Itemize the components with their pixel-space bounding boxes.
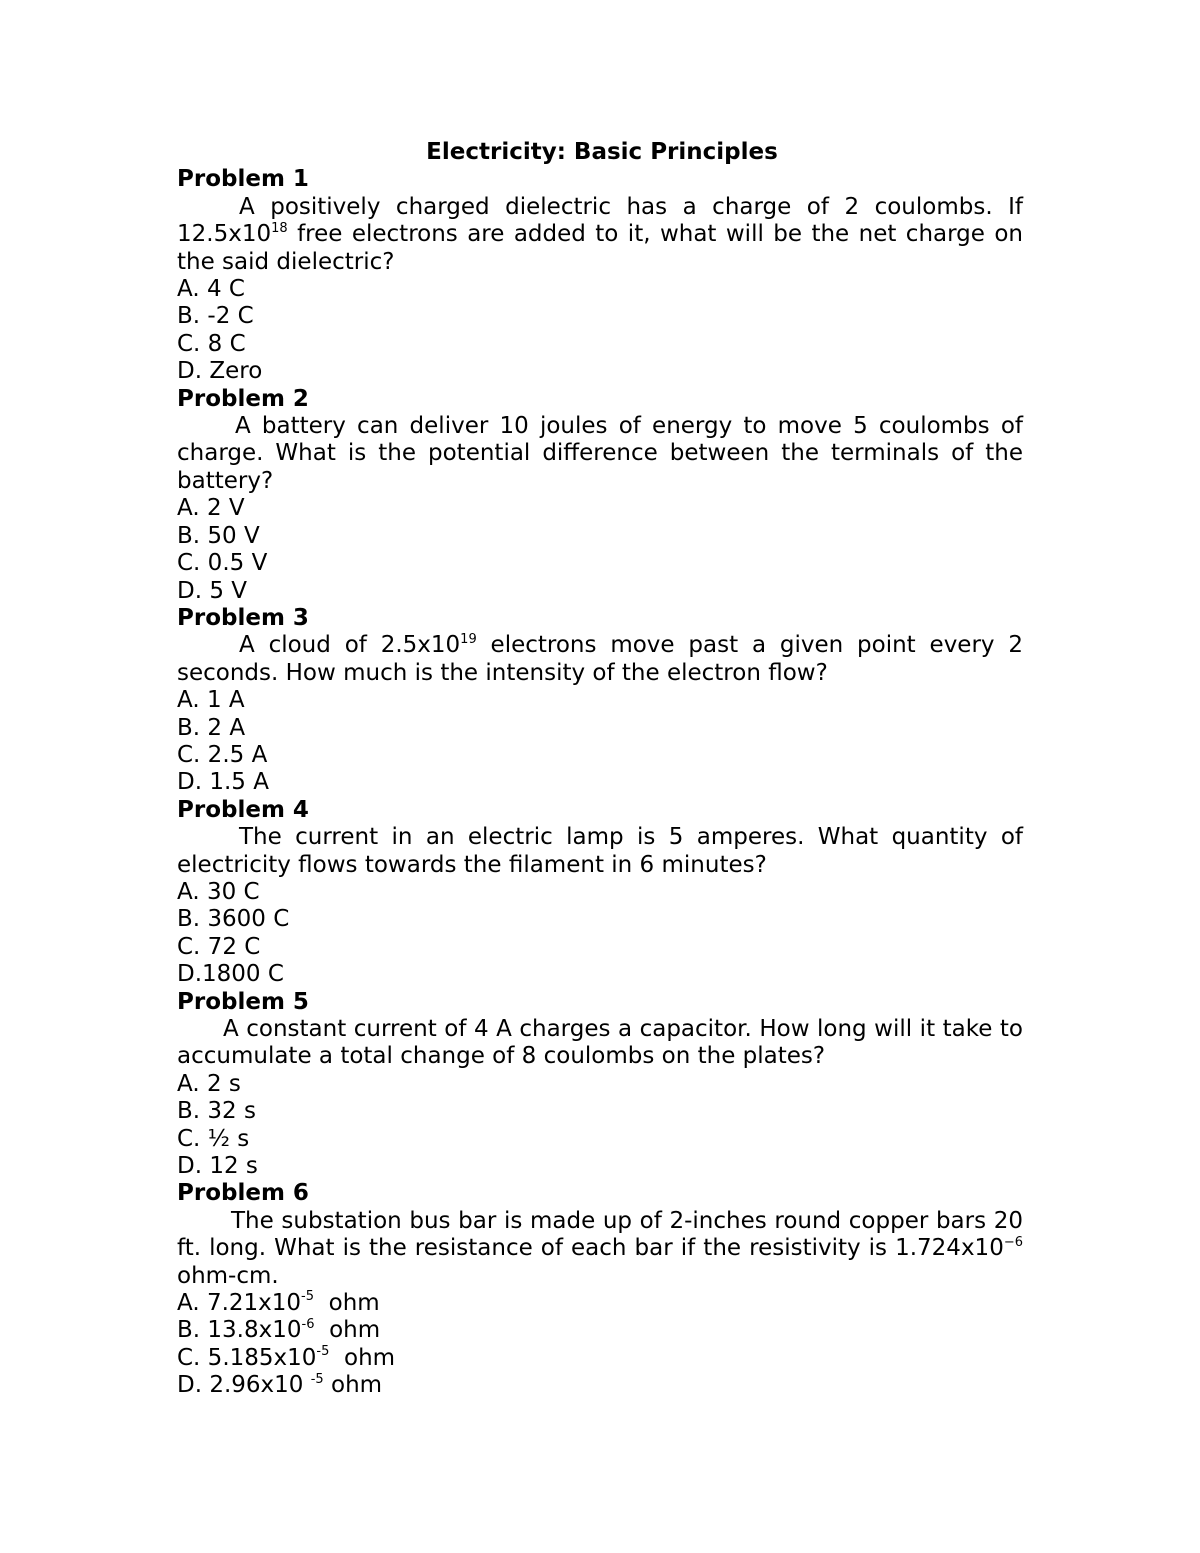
document-title: Electricity: Basic Principles: [426, 139, 778, 165]
problem-heading: Problem 6: [177, 1180, 309, 1207]
question-text: free electrons are added to it, what will be the net charge on the said dielectric?: [177, 221, 1023, 275]
problem-4: [177, 797, 1023, 989]
choice-value: C. 5.185x10: [177, 1344, 317, 1371]
answer-choice-c: C. 8 C: [177, 330, 246, 357]
answer-choice-d: D. 12 s: [177, 1153, 258, 1180]
answer-choice-b: [177, 1317, 1023, 1344]
answer-choice-a: A. 2 s: [177, 1070, 241, 1097]
exponent: −6: [1003, 1234, 1023, 1250]
problem-1: [177, 166, 1023, 385]
problem-heading: Problem 4: [177, 796, 309, 823]
problem-3: [177, 605, 1023, 797]
problem-heading: Problem 5: [177, 988, 309, 1015]
choice-unit: ohm: [314, 1317, 381, 1344]
exponent: -6: [301, 1316, 315, 1332]
choice-unit: ohm: [323, 1372, 383, 1399]
answer-choice-d: D. 5 V: [177, 577, 248, 604]
question-text: The substation bus bar is made up of 2-inches round copper bars 20 ft. long. What is the resistance of each bar if the resistivity is 1.724x10: [177, 1207, 1023, 1262]
answer-choice-c: C. 0.5 V: [177, 550, 268, 577]
problem-question: [177, 194, 1023, 276]
answer-choice-b: B. 2 A: [177, 714, 246, 741]
problem-question: [177, 1208, 1023, 1290]
problem-2: [177, 386, 1023, 605]
document-page: [177, 139, 1023, 1400]
question-text: ohm-cm.: [177, 1262, 279, 1289]
answer-choice-d: D. Zero: [177, 358, 263, 385]
question-text: A cloud of 2.5x10: [239, 632, 461, 659]
answer-choice-b: B. 32 s: [177, 1098, 256, 1125]
answer-choice-c: C. ½ s: [177, 1125, 250, 1152]
problem-question: A constant current of 4 A charges a capacitor. How long will it take to accumulate a total change of 8 coulombs on the plates?: [177, 1016, 1023, 1070]
exponent: -5: [310, 1371, 324, 1387]
choice-unit: ohm: [314, 1290, 380, 1317]
problem-heading: Problem 1: [177, 166, 309, 193]
exponent: -5: [316, 1344, 330, 1360]
answer-choice-a: [177, 1290, 1023, 1317]
answer-choice-a: A. 1 A: [177, 687, 245, 714]
exponent: -5: [301, 1289, 315, 1305]
answer-choice-b: B. 50 V: [177, 522, 260, 549]
choice-value: A. 7.21x10: [177, 1290, 302, 1317]
choice-unit: ohm: [329, 1344, 396, 1371]
question-text: A positively charged dielectric has a charge of 2 coulombs. If 12.5x10: [177, 193, 1023, 248]
problem-question: The current in an electric lamp is 5 amperes. What quantity of electricity flows towards the filament in 6 minutes?: [177, 824, 1023, 878]
problem-5: [177, 989, 1023, 1181]
answer-choice-c: C. 2.5 A: [177, 741, 268, 768]
answer-choice-c: [177, 1345, 1023, 1372]
problem-question: [177, 632, 1023, 687]
problem-heading: Problem 2: [177, 385, 309, 412]
question-text: electrons move past a given point every 2 seconds. How much is the intensity of the electron flow?: [177, 632, 1023, 686]
problem-6: [177, 1180, 1023, 1399]
exponent: 18: [271, 220, 288, 236]
answer-choice-a: A. 4 C: [177, 276, 245, 303]
answer-choice-b: B. -2 C: [177, 303, 254, 330]
answer-choice-d: D.1800 C: [177, 961, 284, 988]
answer-choice-a: A. 2 V: [177, 495, 245, 522]
choice-value: B. 13.8x10: [177, 1317, 302, 1344]
answer-choice-d: [177, 1372, 1023, 1399]
problem-question: A battery can deliver 10 joules of energy to move 5 coulombs of charge. What is the potential difference between the terminals of the battery?: [177, 413, 1023, 494]
problem-heading: Problem 3: [177, 604, 309, 631]
choice-value: D. 2.96x10: [177, 1372, 311, 1399]
answer-choice-c: C. 72 C: [177, 933, 261, 960]
answer-choice-d: D. 1.5 A: [177, 769, 269, 796]
answer-choice-a: A. 30 C: [177, 878, 260, 905]
answer-choice-b: B. 3600 C: [177, 906, 290, 933]
exponent: 19: [460, 631, 477, 647]
